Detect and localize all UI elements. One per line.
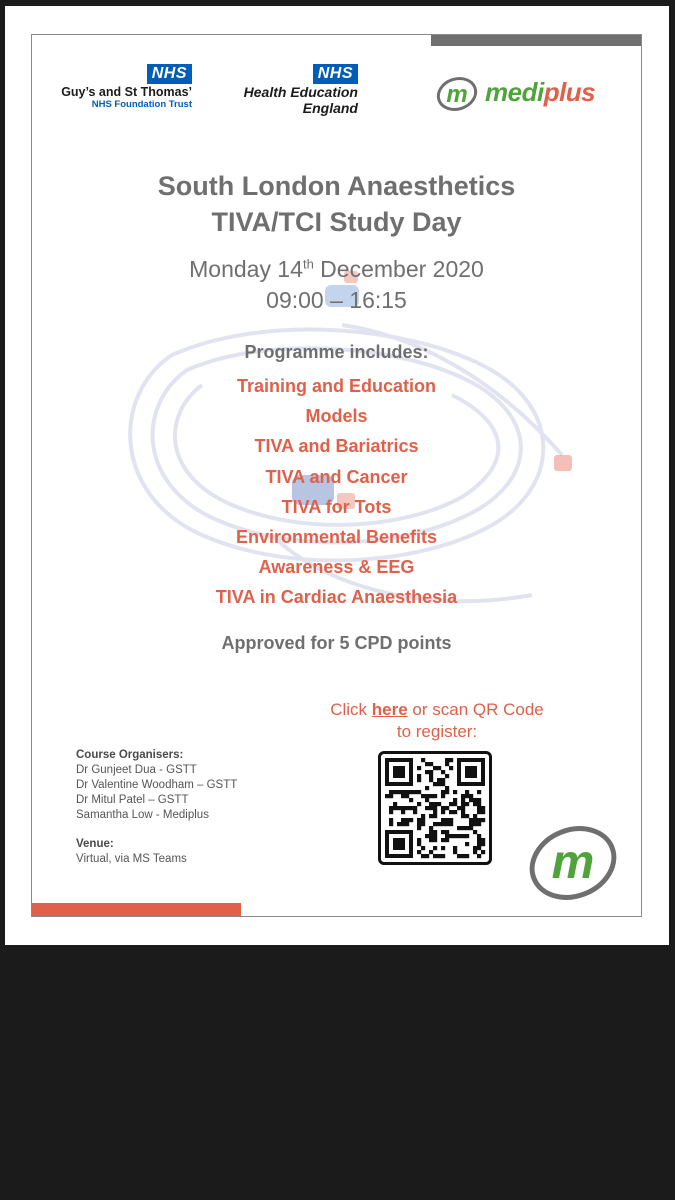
programme-item: TIVA for Tots — [281, 496, 392, 517]
event-time: 09:00 – 16:15 — [266, 287, 407, 313]
hee-name-line1: Health Education — [243, 84, 358, 100]
venue — [76, 837, 187, 867]
organisers-heading: Course Organisers: — [76, 749, 184, 761]
top-strip — [0, 0, 675, 5]
programme-heading: Programme includes: — [244, 342, 429, 362]
register-line2: to register: — [396, 722, 478, 741]
flyer-frame — [31, 34, 642, 917]
organiser-name: Dr Gunjeet Dua - GSTT — [76, 764, 197, 776]
qr-code-icon — [381, 754, 489, 862]
organiser-name: Dr Valentine Woodham – GSTT — [76, 779, 238, 791]
register-link[interactable]: here — [371, 700, 408, 719]
hee-name-line2: England — [302, 100, 358, 116]
programme-list — [32, 371, 641, 613]
register-rest-text: or scan QR Code — [407, 700, 544, 719]
mediplus-large-mark-letter: m — [551, 836, 595, 889]
programme-item: Models — [305, 406, 368, 427]
register-prompt — [312, 699, 562, 743]
mediplus-mark-icon — [435, 74, 481, 114]
venue-heading: Venue: — [76, 838, 114, 850]
gstt-subtitle: NHS Foundation Trust — [91, 99, 192, 110]
date-suffix: December 2020 — [313, 256, 484, 282]
programme-item: TIVA in Cardiac Anaesthesia — [215, 587, 458, 608]
hee-logo — [228, 64, 358, 116]
programme-item: TIVA and Bariatrics — [254, 436, 419, 457]
top-accent-bar — [431, 34, 642, 46]
date-ordinal: th — [302, 256, 314, 272]
mediplus-wordmark — [485, 77, 595, 108]
event-date — [32, 254, 641, 284]
venue-value: Virtual, via MS Teams — [76, 853, 187, 865]
bottom-accent-bar — [31, 903, 241, 917]
gstt-logo — [52, 64, 192, 110]
event-title-line2: TIVA/TCI Study Day — [211, 207, 462, 237]
mediplus-word-main: medi — [485, 77, 544, 107]
mediplus-mark-letter: m — [446, 81, 468, 108]
programme-item: Training and Education — [236, 376, 436, 396]
programme-item: Awareness & EEG — [258, 557, 415, 578]
date-prefix: Monday 14 — [189, 256, 303, 282]
programme-item: TIVA and Cancer — [265, 466, 408, 487]
organiser-name: Dr Mitul Patel – GSTT — [76, 794, 189, 806]
nhs-badge: NHS — [313, 64, 358, 84]
event-title-line1: South London Anaesthetics — [157, 171, 516, 201]
qr-code[interactable] — [378, 751, 492, 865]
nhs-badge: NHS — [147, 64, 192, 84]
register-click-text: Click — [330, 700, 372, 719]
cpd-approval: Approved for 5 CPD points — [221, 633, 452, 653]
mediplus-word-plus: plus — [543, 77, 596, 107]
mediplus-large-mark-icon — [526, 822, 620, 904]
course-organisers — [76, 748, 237, 823]
programme-item: Environmental Benefits — [235, 526, 438, 547]
gstt-name: Guy’s and St Thomas’ — [61, 85, 192, 99]
mediplus-logo — [435, 74, 615, 114]
flyer-sheet — [5, 6, 669, 945]
organiser-name: Samantha Low - Mediplus — [76, 809, 209, 821]
